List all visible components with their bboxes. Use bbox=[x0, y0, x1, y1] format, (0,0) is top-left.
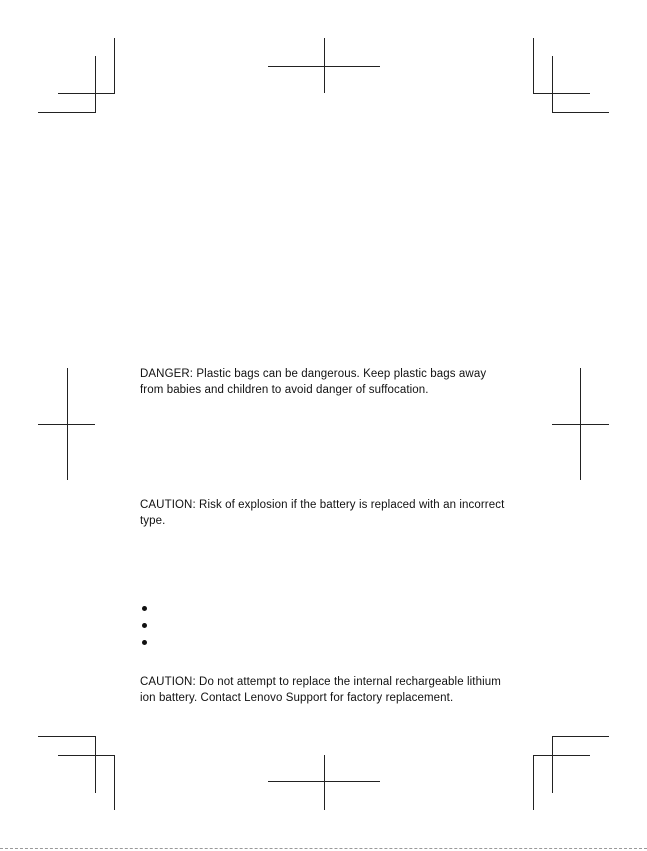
bullet-point bbox=[142, 606, 147, 611]
registration-mark-top-horizontal bbox=[268, 66, 380, 67]
crop-mark-top-right-horizontal-inner bbox=[552, 112, 609, 113]
crop-mark-bottom-right-vertical-outer bbox=[533, 755, 534, 810]
registration-mark-left-horizontal bbox=[38, 424, 95, 425]
registration-mark-bottom-vertical bbox=[324, 755, 325, 810]
registration-mark-right-horizontal bbox=[552, 424, 609, 425]
crop-mark-bottom-left-vertical-outer bbox=[114, 755, 115, 810]
crop-mark-top-right-vertical-outer bbox=[533, 38, 534, 93]
danger-plastic-bags-warning: DANGER: Plastic bags can be dangerous. Keep plastic bags away from babies and children to avoid danger of suffocation. bbox=[140, 368, 487, 396]
crop-mark-bottom-right-horizontal-inner bbox=[552, 736, 609, 737]
caution-battery-explosion-warning: CAUTION: Risk of explosion if the battery is replaced with an incorrect type. bbox=[140, 499, 505, 527]
crop-mark-top-left-vertical-outer bbox=[114, 38, 115, 93]
crop-mark-bottom-left-horizontal-outer bbox=[58, 755, 115, 756]
bullet-list bbox=[142, 606, 147, 657]
bullet-point bbox=[142, 640, 147, 645]
crop-mark-top-left-horizontal-outer bbox=[58, 93, 115, 94]
crop-mark-bottom-left-horizontal-inner bbox=[38, 736, 95, 737]
crop-mark-bottom-left-vertical-inner bbox=[95, 736, 96, 793]
crop-mark-top-left-horizontal-inner bbox=[38, 112, 95, 113]
bullet-point bbox=[142, 623, 147, 628]
crop-mark-top-right-horizontal-outer bbox=[533, 93, 590, 94]
crop-mark-top-right-vertical-inner bbox=[552, 56, 553, 113]
caution-internal-battery-warning: CAUTION: Do not attempt to replace the internal rechargeable lithium ion battery. Contact Lenovo Support for factory replacement. bbox=[140, 676, 501, 704]
crop-mark-top-left-vertical-inner bbox=[95, 56, 96, 113]
page-bottom-edge bbox=[0, 848, 647, 849]
crop-mark-bottom-right-horizontal-outer bbox=[533, 755, 590, 756]
crop-mark-bottom-right-vertical-inner bbox=[552, 736, 553, 793]
